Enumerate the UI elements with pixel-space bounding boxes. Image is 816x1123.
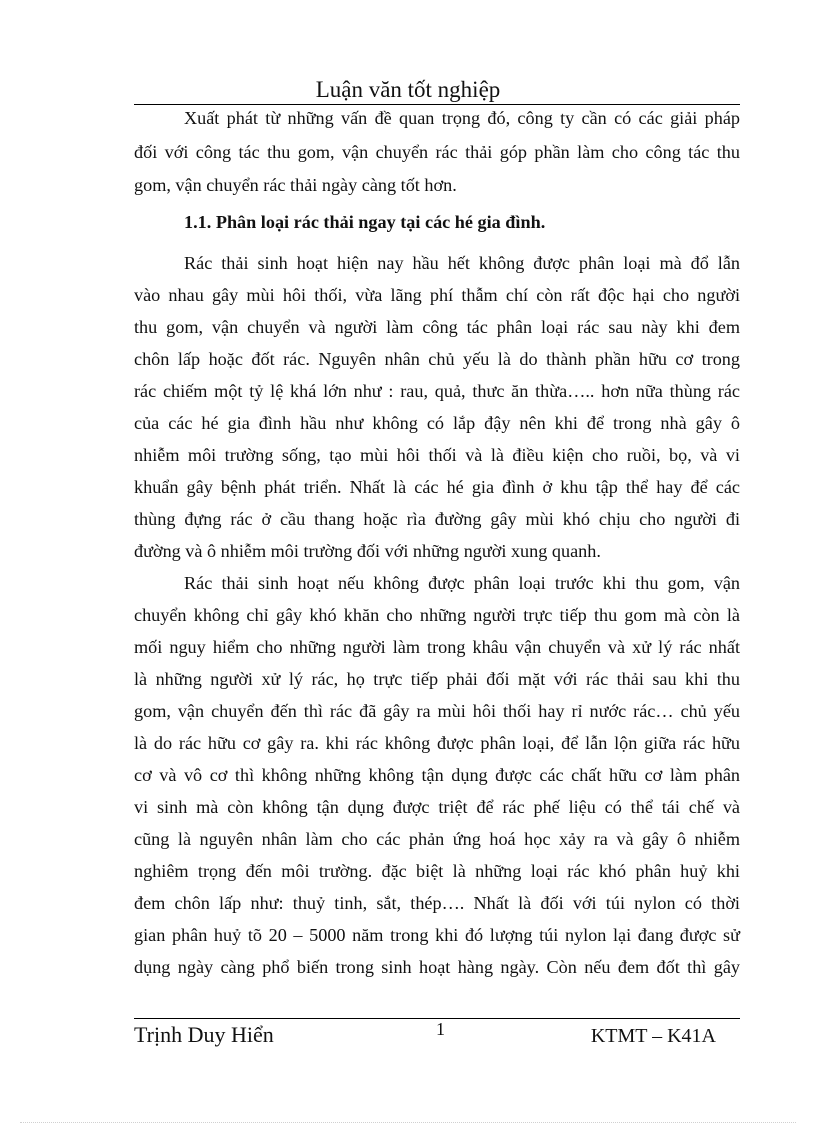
intro-line: gom, vận chuyển rác thải ngày càng tốt hơn. (134, 175, 457, 195)
header-rule (134, 104, 740, 105)
intro-line: đối với công tác thu gom, vận chuyển rác thải góp phần làm cho công tác thu (134, 142, 740, 162)
paragraph-line: vi sinh mà còn không tận dụng được triệt để rác phế liệu có thể tái chế và (134, 797, 740, 817)
paragraph-line: thu gom, vận chuyển và người làm công tác phân loại rác sau này khi đem (134, 317, 740, 337)
paragraph-line: Rác thải sinh hoạt nếu không được phân loại trước khi thu gom, vận (184, 573, 740, 593)
footer-class-code: KTMT – K41A (590, 1025, 716, 1047)
paragraph-line: là do rác hữu cơ gây ra. khi rác không được phân loại, để lẫn lộn giữa rác hữu (134, 733, 740, 753)
paragraph-line: chuyển không chỉ gây khó khăn cho những người trực tiếp thu gom mà còn là (134, 605, 740, 625)
paragraph-line: rác chiếm một tỷ lệ khá lớn như : rau, quả, thưc ăn thừa….. hơn nữa thùng rác (134, 381, 740, 401)
paragraph-line: gom, vận chuyển đến thì rác đã gây ra mùi hôi thối hay rỉ nước rác… chủ yếu (134, 701, 740, 721)
page-number: 1 (436, 1019, 445, 1039)
paragraph-line: gian phân huỷ tõ 20 – 5000 năm trong khi đó lượng túi nylon lại đang được sử (134, 925, 740, 945)
paragraph-line: vào nhau gây mùi hôi thối, vừa lãng phí thẫm chí còn rất độc hại cho người (134, 285, 740, 305)
footer-author: Trịnh Duy Hiển (134, 1022, 274, 1047)
intro-line: Xuất phát từ những vấn đề quan trọng đó, công ty cần có các giải pháp (184, 108, 740, 128)
paragraph-line: mối nguy hiểm cho những người làm trong khâu vận chuyển và xử lý rác nhất (134, 637, 740, 657)
paragraph-line: là những người xử lý rác, họ trực tiếp phải đối mặt với rác thải sau khi thu (134, 669, 740, 689)
paragraph-line: dụng ngày càng phổ biến trong sinh hoạt hàng ngày. Còn nếu đem đốt thì gây (134, 957, 740, 977)
paragraph-line: nhiễm môi trường sống, tạo mùi hôi thối và là điều kiện cho ruồi, bọ, và vi (134, 445, 740, 465)
paragraph-line: đem chôn lấp như: thuỷ tinh, sắt, thép…. Nhất là đối với túi nylon có thời (134, 893, 740, 913)
paragraph-line: thùng đựng rác ở cầu thang hoặc rìa đường gây mùi khó chịu cho người đi (134, 509, 740, 529)
paragraph-line: của các hé gia đình hầu như không có lắp đậy nên khi để trong nhà gây ô (134, 413, 740, 433)
paragraph-line: cơ và vô cơ thì không những không tận dụng được các chất hữu cơ làm phân (134, 765, 740, 785)
paragraph-line: chôn lấp hoặc đốt rác. Nguyên nhân chủ yếu là do thành phần hữu cơ trong (134, 349, 740, 369)
paragraph-line: đường và ô nhiễm môi trường đối với những người xung quanh. (134, 541, 601, 561)
page-header-title: Luận văn tốt nghiệp (315, 77, 501, 102)
paragraph-line: cũng là nguyên nhân làm cho các phản ứng hoá học xảy ra và gây ô nhiễm (134, 829, 740, 849)
paragraph-line: Rác thải sinh hoạt hiện nay hầu hết không được phân loại mà đổ lẫn (184, 253, 740, 273)
paragraph-line: khuẩn gây bệnh phát triển. Nhất là các hé gia đình ở khu tập thể hay để các (134, 477, 740, 497)
paragraph-line: nghiêm trọng đến môi trường. đặc biệt là những loại rác khó phân huỷ khi (134, 861, 740, 881)
section-heading: 1.1. Phân loại rác thải ngay tại các hé gia đình. (184, 212, 546, 232)
